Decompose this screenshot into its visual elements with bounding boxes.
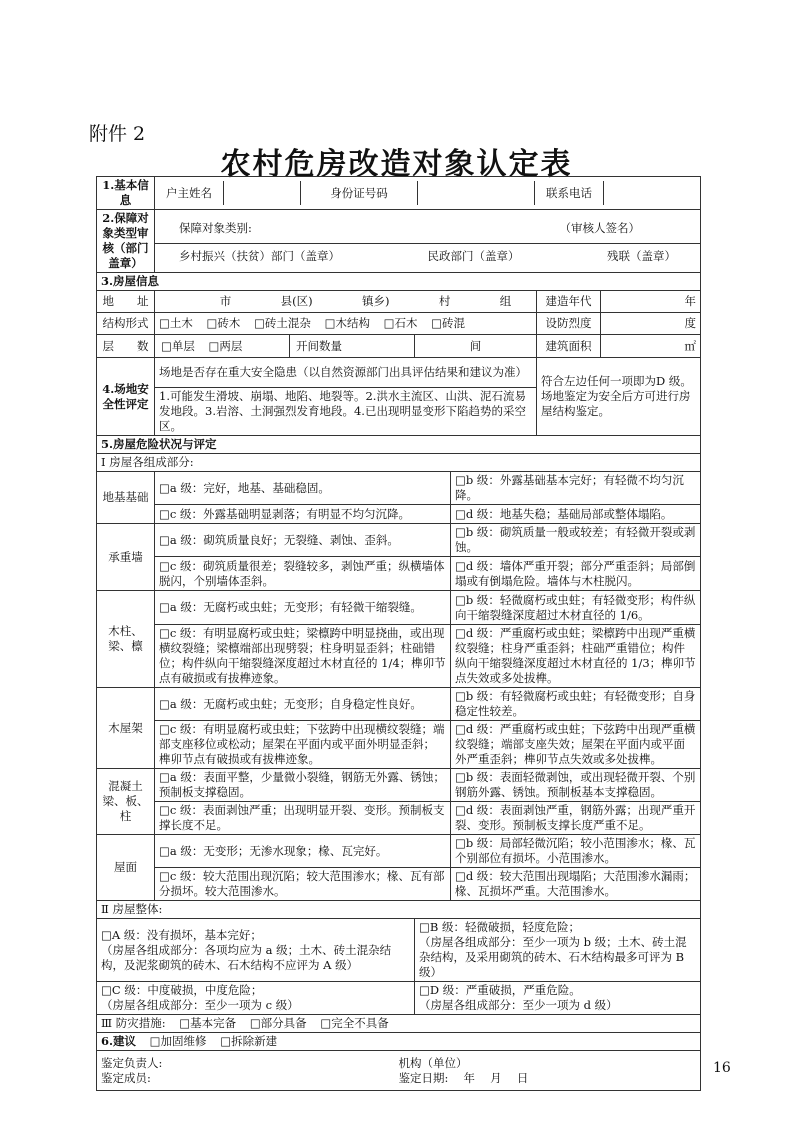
- grade-d[interactable]: □d 级：严重腐朽或虫蛀；梁檩跨中出现严重横纹裂缝；柱身严重歪斜；柱础严重错位；构件纵向干缩裂缝深度超过木材直径的 1/3；榫卯节点失效或多处拔榫。: [451, 625, 701, 688]
- grade-b[interactable]: □b 级：有轻微腐朽或虫蛀；有轻微变形；自身稳定性较差。: [451, 688, 701, 721]
- members-label: 鉴定成员:: [101, 1070, 151, 1085]
- grade-a[interactable]: □a 级：无变形；无渗水现象；椽、瓦完好。: [155, 835, 451, 868]
- overall-b-desc: （房屋各组成部分：至少一项为 b 级；土木、砖土混杂结构，及采用砌筑的砖木、石木结构最多可评为 B 级）: [419, 935, 687, 979]
- phone-field[interactable]: [604, 181, 700, 205]
- part1-header: [97, 454, 701, 472]
- component-name: 木柱、梁、檩: [97, 591, 155, 688]
- structure-option[interactable]: □砖混: [431, 316, 466, 330]
- addr-town: 镇乡): [361, 294, 390, 308]
- dept-disability-stamp: 残联（盖章）: [607, 249, 676, 263]
- overall-d-desc: （房屋各组成部分：至少一项为 d 级）: [419, 998, 618, 1012]
- advice-label: 6.建议: [101, 1034, 137, 1048]
- overall-a-desc: （房屋各组成部分：各项均应为 a 级；土木、砖土混杂结构，及泥浆砌筑的砖木、石木结构不应评为 A 级）: [101, 942, 392, 972]
- addr-city: 市: [219, 294, 232, 308]
- guarantee-label: 2.保障对象类型审核（部门盖章）: [97, 210, 155, 273]
- overall-d-title[interactable]: □D 级：严重破损，严重危险。: [419, 983, 581, 997]
- reviewer-label: （审核人签名）: [559, 220, 640, 235]
- intensity-field[interactable]: 度: [601, 313, 701, 335]
- component-row: [97, 835, 701, 868]
- overall-row: [97, 982, 701, 1015]
- addr-county: 县(区): [280, 294, 313, 308]
- overall-row: [97, 919, 701, 982]
- address-row: [97, 291, 701, 313]
- component-row: [97, 868, 701, 901]
- structure-option[interactable]: □木结构: [324, 316, 370, 330]
- overall-a-title[interactable]: □A 级：没有损坏，基本完好；: [101, 927, 262, 942]
- component-row: [97, 769, 701, 802]
- annex-label: 附件 2: [89, 123, 146, 145]
- grade-b[interactable]: □b 级：外露基础基本完好；有轻微不均匀沉降。: [451, 472, 701, 505]
- measures-option[interactable]: □完全不具备: [320, 1016, 389, 1030]
- intensity-label: 设防烈度: [537, 313, 601, 335]
- grade-d[interactable]: □d 级：表面剥蚀严重，钢筋外露；出现严重开裂、变形。预制板支撑长度严重不足。: [451, 802, 701, 835]
- danger-header: [97, 436, 701, 454]
- floors-option[interactable]: □单层: [161, 339, 195, 353]
- area-field[interactable]: ㎡: [601, 335, 701, 358]
- component-row: [97, 591, 701, 625]
- form-title: 农村危房改造对象认定表: [220, 147, 573, 182]
- grade-d[interactable]: □d 级：墙体严重开裂；部分严重歪斜；局部倒塌或有倒塌危险。墙体与木柱脱闪。: [451, 557, 701, 591]
- overall-c-title[interactable]: □C 级：中度破损，中度危险；: [101, 983, 263, 997]
- id-field[interactable]: [418, 181, 535, 205]
- advice-row: [97, 1033, 701, 1051]
- grade-a[interactable]: □a 级：完好，地基、基础稳固。: [155, 472, 451, 505]
- basic-info-label: 1.基本信息: [97, 177, 155, 210]
- component-row: [97, 505, 701, 524]
- structure-label: 结构形式: [97, 313, 155, 335]
- basic-info-row: [97, 177, 701, 210]
- house-info-header: [97, 273, 701, 291]
- structure-options: [155, 313, 537, 335]
- site-label: 4.场地安全性评定: [97, 358, 155, 436]
- component-name: 地基基础: [97, 472, 155, 524]
- component-row: [97, 557, 701, 591]
- measures-option[interactable]: □基本完备: [179, 1016, 237, 1030]
- assessment-form: [96, 176, 701, 1091]
- grade-d[interactable]: □d 级：地基失稳；基础局部或整体塌陷。: [451, 505, 701, 524]
- measures-option[interactable]: □部分具备: [249, 1016, 307, 1030]
- component-name: 混凝土 梁、板、柱: [97, 769, 155, 835]
- dept-civil-stamp: 民政部门（盖章）: [427, 249, 520, 263]
- area-label: 建筑面积: [537, 335, 601, 358]
- structure-option[interactable]: □石木: [383, 316, 418, 330]
- house-info-label: 3.房屋信息: [97, 273, 701, 291]
- part2-header: [97, 901, 701, 919]
- measures-row: [97, 1015, 701, 1033]
- component-row: [97, 721, 701, 769]
- year-field[interactable]: 年: [601, 291, 701, 313]
- grade-c[interactable]: □c 级：有明显腐朽或虫蛀；下弦跨中出现横纹裂缝；端部支座移位或松动；屋架在平面内或平面外明显歪斜；榫卯节点有破损或有拔榫迹象。: [155, 721, 451, 769]
- site-row: [97, 358, 701, 388]
- guarantee-row: [97, 210, 701, 273]
- org-label: 机构（单位）: [398, 1055, 468, 1070]
- advice-option[interactable]: □拆除新建: [220, 1034, 278, 1048]
- floors-option[interactable]: □两层: [208, 339, 243, 353]
- grade-a[interactable]: □a 级：无腐朽或虫蛀；无变形；自身稳定性良好。: [155, 688, 451, 721]
- grade-a[interactable]: □a 级：砌筑质量良好；无裂缝、剥蚀、歪斜。: [155, 524, 451, 557]
- component-row: [97, 802, 701, 835]
- grade-c[interactable]: □c 级：外露基础明显剥落；有明显不均匀沉降。: [155, 505, 451, 524]
- grade-d[interactable]: □d 级：较大范围出现塌陷；大范围渗水漏雨；椽、瓦损坏严重。大范围渗水。: [451, 868, 701, 901]
- structure-option[interactable]: □砖土混杂: [254, 316, 311, 330]
- grade-d[interactable]: □d 级：严重腐朽或虫蛀；下弦跨中出现严重横纹裂缝；端部支座失效；屋架在平面内或平面外严重歪斜；榫卯节点失效或多处拔榫。: [451, 721, 701, 769]
- component-name: 木屋架: [97, 688, 155, 769]
- component-row: [97, 625, 701, 688]
- address-label: 地 址: [97, 291, 155, 313]
- floors-row: [97, 335, 701, 358]
- signature-row: [97, 1051, 701, 1091]
- date-label: 鉴定日期: 年 月 日: [398, 1070, 529, 1085]
- component-row: [97, 688, 701, 721]
- grade-c[interactable]: □c 级：有明显腐朽或虫蛀；梁檩跨中明显挠曲，或出现横纹裂缝；梁檩端部出现劈裂；柱身明显歪斜；柱础错位；构件纵向干缩裂缝深度超过木材直径的 1/4；榫卯节点有破损或有拔榫迹象。: [155, 625, 451, 688]
- grade-a[interactable]: □a 级：无腐朽或虫蛀；无变形；有轻微干缩裂缝。: [155, 591, 451, 625]
- rooms-label: 开间数量: [296, 338, 342, 353]
- site-note: 符合左边任何一项即为D 级。场地鉴定为安全后方可进行房屋结构鉴定。: [537, 358, 701, 436]
- overall-b-title[interactable]: □B 级：轻微破损，轻度危险；: [419, 920, 580, 934]
- grade-c[interactable]: □c 级：较大范围出现沉陷；较大范围渗水；椽、瓦有部分损坏。较大范围渗水。: [155, 868, 451, 901]
- site-items: 1.可能发生滑坡、崩塌、地陷、地裂等。2.洪水主流区、山洪、泥石流易发地段。3.岩溶、土洞强烈发育地段。4.已出现明显变形下陷趋势的采空区。: [155, 388, 537, 436]
- part2-label: Ⅱ 房屋整体:: [97, 901, 701, 919]
- floors-label: 层 数: [97, 335, 155, 358]
- structure-option[interactable]: □土木: [159, 316, 193, 330]
- structure-row: [97, 313, 701, 335]
- owner-label: 户主姓名: [155, 181, 224, 205]
- grade-a[interactable]: □a 级：表面平整，少量微小裂缝，钢筋无外露、锈蚀；预制板支撑稳固。: [155, 769, 451, 802]
- danger-label: 5.房屋危险状况与评定: [97, 436, 701, 454]
- grade-c[interactable]: □c 级：表面剥蚀严重；出现明显开裂、变形。预制板支撑长度不足。: [155, 802, 451, 835]
- grade-b[interactable]: □b 级：砌筑质量一般或较差；有轻微开裂或剥蚀。: [451, 524, 701, 557]
- grade-c[interactable]: □c 级：砌筑质量很差；裂缝较多，剥蚀严重；纵横墙体脱闪，个别墙体歪斜。: [155, 557, 451, 591]
- overall-c-desc: （房屋各组成部分：至少一项为 c 级）: [101, 998, 299, 1012]
- component-row: [97, 472, 701, 505]
- dept-poverty-stamp: 乡村振兴（扶贫）部门（盖章）: [179, 249, 340, 263]
- component-row: [97, 524, 701, 557]
- year-label: 建造年代: [537, 291, 601, 313]
- component-name: 屋面: [97, 835, 155, 901]
- site-question: 场地是否存在重大安全隐患（以自然资源部门出具评估结果和建议为准）: [155, 358, 537, 388]
- structure-option[interactable]: □砖木: [206, 316, 241, 330]
- addr-village: 村: [438, 294, 451, 308]
- part1-label: Ⅰ 房屋各组成部分:: [97, 454, 701, 472]
- category-label: 保障对象类别:: [179, 220, 252, 235]
- addr-group: 组: [499, 294, 512, 308]
- advice-option[interactable]: □加固维修: [149, 1034, 207, 1048]
- owner-field[interactable]: [224, 181, 301, 205]
- rooms-field[interactable]: 间: [415, 335, 537, 358]
- grade-b[interactable]: □b 级：局部轻微沉陷；较小范围渗水；椽、瓦个别部位有损坏。小范围渗水。: [451, 835, 701, 868]
- grade-b[interactable]: □b 级：轻微腐朽或虫蛀；有轻微变形；构件纵向干缩裂缝深度超过木材直径的 1/6。: [451, 591, 701, 625]
- phone-label: 联系电话: [535, 181, 604, 205]
- leader-label: 鉴定负责人:: [101, 1055, 163, 1070]
- grade-b[interactable]: □b 级：表面轻微剥蚀，或出现轻微开裂、个别钢筋外露、锈蚀。预制板基本支撑稳固。: [451, 769, 701, 802]
- part3-label: Ⅲ 防灾措施:: [101, 1016, 166, 1030]
- id-label: 身份证号码: [301, 181, 418, 205]
- page-number: 16: [713, 1060, 731, 1076]
- component-name: 承重墙: [97, 524, 155, 591]
